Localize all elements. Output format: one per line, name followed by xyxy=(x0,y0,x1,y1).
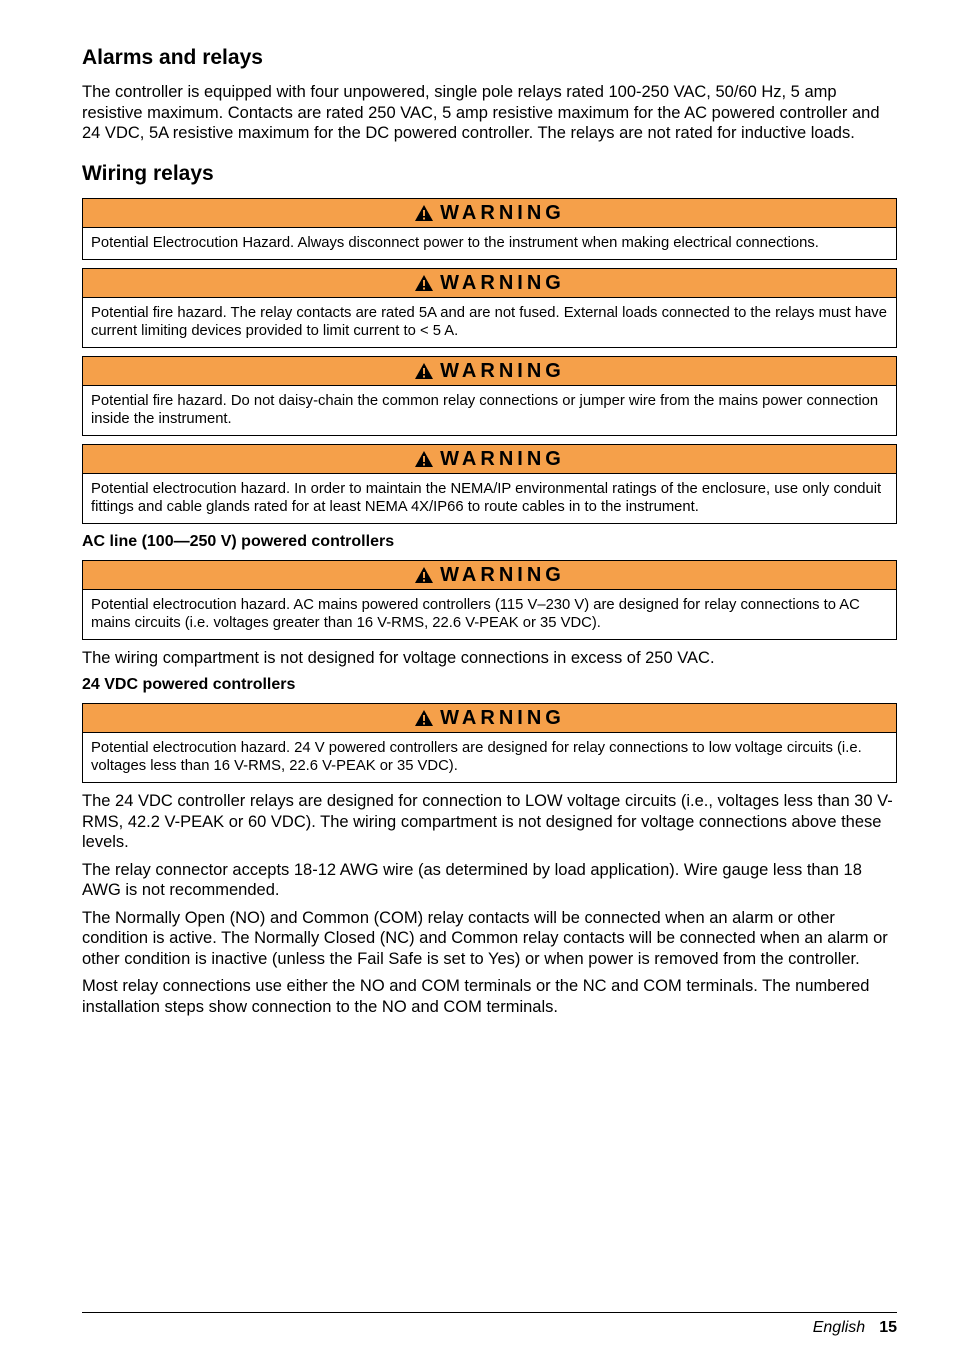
page-number: 15 xyxy=(879,1319,897,1336)
warning-triangle-icon xyxy=(414,204,434,222)
heading-ac-line: AC line (100—250 V) powered controllers xyxy=(82,532,395,550)
warning-label: WARNING xyxy=(440,707,565,729)
warning-box-3 xyxy=(82,356,897,436)
warning-text: Potential fire hazard. The relay contacts are rated 5A and are not fused. External loads connected to the relays must have current limiting devices provided to limit current to < 5 A. xyxy=(91,304,887,339)
warning-header xyxy=(83,561,896,590)
warning-box-5 xyxy=(82,560,897,640)
warning-label: WARNING xyxy=(440,201,565,224)
paragraph-dc-1: The 24 VDC controller relays are designed for connection to LOW voltage circuits (i.e., voltages less than 30 V-RMS, 42.2 V-PEAK or 60 VDC). The wiring compartment is not designed for voltage connections above these levels. xyxy=(82,792,893,851)
page-footer xyxy=(82,1312,897,1337)
warning-box-6 xyxy=(82,703,897,783)
warning-label: WARNING xyxy=(440,271,565,294)
warning-header xyxy=(83,199,896,228)
warning-box-1 xyxy=(82,198,897,260)
warning-text: Potential electrocution hazard. In order to maintain the NEMA/IP environmental ratings of the enclosure, use only conduit fittings and cable glands rated for at least NEMA 4X/IP66 to route cables in to the instrument. xyxy=(91,480,882,515)
warning-box-2 xyxy=(82,268,897,348)
warning-text: Potential electrocution hazard. 24 V powered controllers are designed for relay connections to low voltage circuits (i.e. voltages less than 16 V-RMS, 22.6 V-PEAK or 35 VDC). xyxy=(91,740,862,774)
paragraph-dc-3: The Normally Open (NO) and Common (COM) relay contacts will be connected when an alarm or other condition is active. The Normally Closed (NC) and Common relay contacts will be connected when an alarm or other condition is inactive (unless the Fail Safe is set to Yes) or when power is removed from the controller. xyxy=(82,908,888,968)
warning-label: WARNING xyxy=(440,359,565,382)
warning-label: WARNING xyxy=(440,447,565,470)
warning-triangle-icon xyxy=(414,274,434,292)
paragraph-alarms: The controller is equipped with four unpowered, single pole relays rated 100-250 VAC, 50/60 Hz, 5 amp resistive maximum. Contacts are rated 250 VAC, 5 amp resistive maximum for the AC powered controller and 24 VDC, 5A resistive maximum for the DC powered controller. The relays are not rated for inductive loads. xyxy=(82,83,880,142)
warning-triangle-icon xyxy=(414,566,434,584)
warning-text: Potential electrocution hazard. AC mains powered controllers (115 V–230 V) are designed for relay connections to AC mains circuits (i.e. voltages greater than 16 V-RMS, 22.6 V-PEAK or 35 VDC). xyxy=(91,596,860,631)
warning-header xyxy=(83,445,896,474)
warning-triangle-icon xyxy=(414,709,434,727)
warning-text: Potential Electrocution Hazard. Always disconnect power to the instrument when making electrical connections. xyxy=(91,234,819,251)
warning-header xyxy=(83,704,896,733)
paragraph-ac: The wiring compartment is not designed for voltage connections in excess of 250 VAC. xyxy=(82,648,715,667)
heading-24vdc: 24 VDC powered controllers xyxy=(82,676,296,693)
footer-language: English xyxy=(812,1319,866,1336)
heading-alarms-and-relays: Alarms and relays xyxy=(82,46,263,69)
warning-triangle-icon xyxy=(414,450,434,468)
warning-text: Potential fire hazard. Do not daisy-chain the common relay connections or jumper wire from the mains power connection inside the instrument. xyxy=(91,392,879,427)
warning-label: WARNING xyxy=(440,563,565,586)
warning-triangle-icon xyxy=(414,362,434,380)
heading-wiring-relays: Wiring relays xyxy=(82,161,214,185)
paragraph-dc-2: The relay connector accepts 18-12 AWG wire (as determined by load application). Wire gauge less than 18 AWG is not recommended. xyxy=(82,860,862,899)
paragraph-dc-4: Most relay connections use either the NO and COM terminals or the NC and COM terminals. The numbered installation steps show connection to the NO and COM terminals. xyxy=(82,977,870,1016)
warning-box-4 xyxy=(82,444,897,524)
page-content xyxy=(82,44,897,1024)
warning-header xyxy=(83,357,896,386)
warning-header xyxy=(83,269,896,298)
